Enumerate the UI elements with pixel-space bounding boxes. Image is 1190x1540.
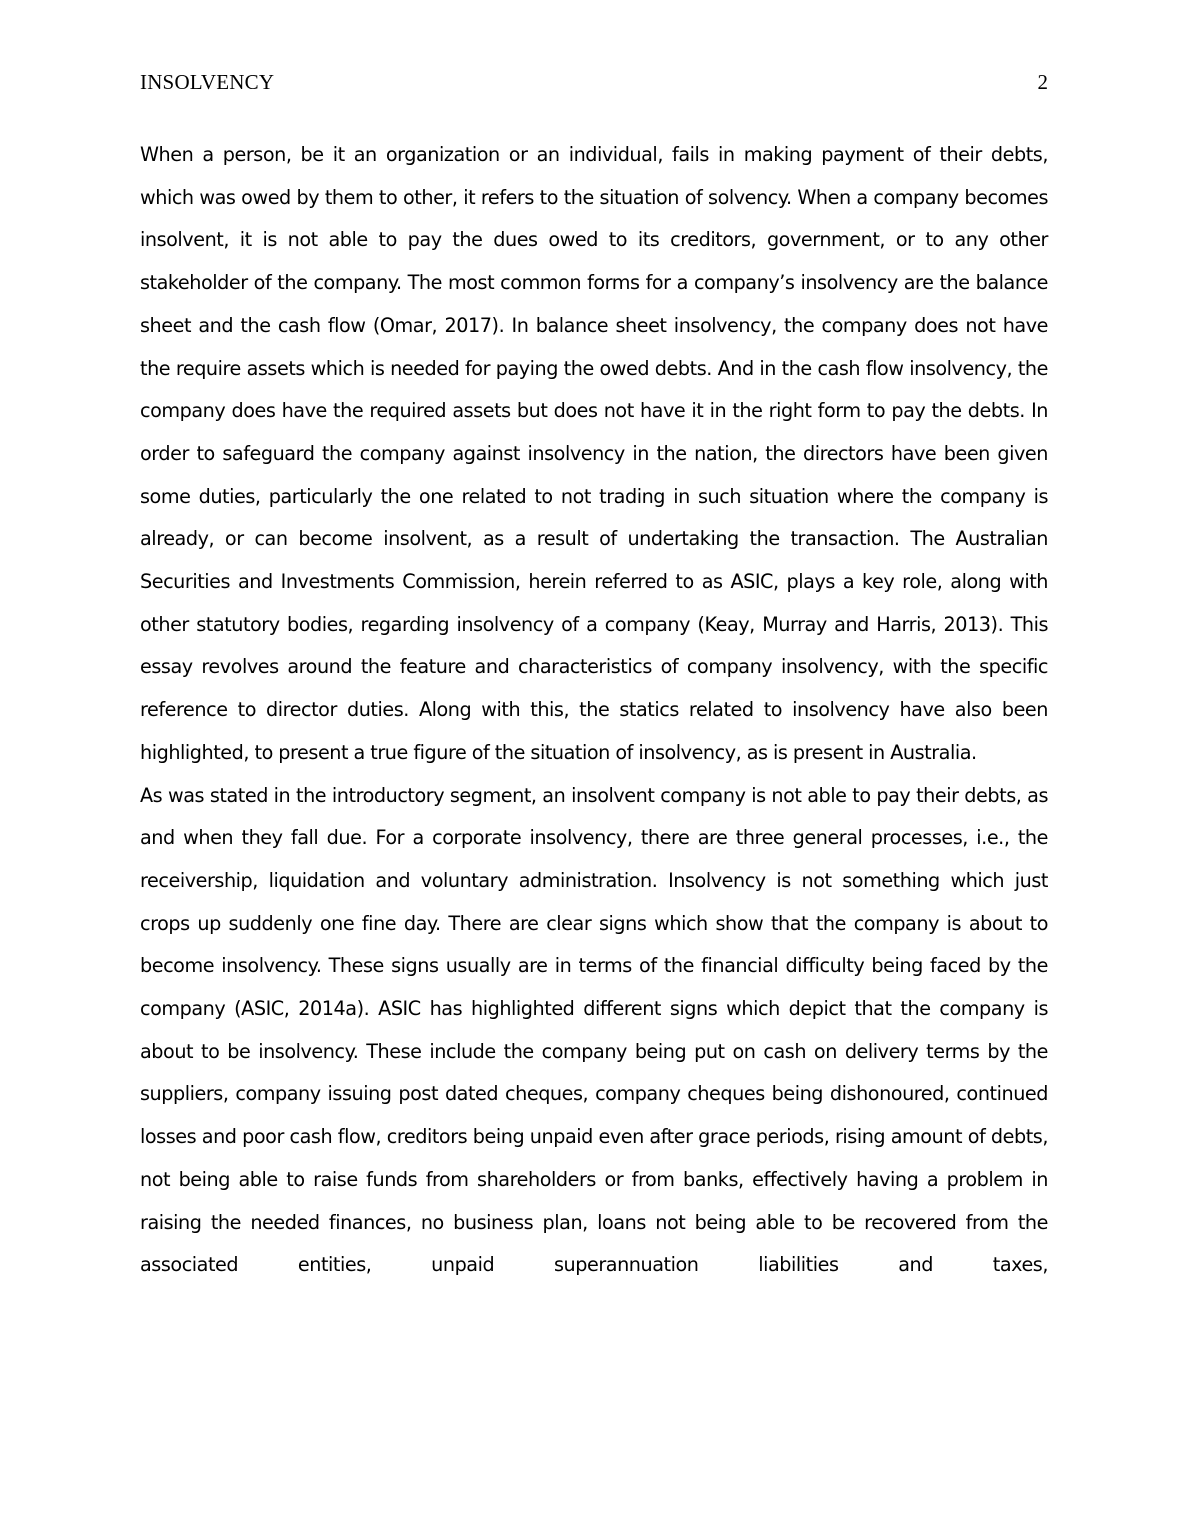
page-number: 2 xyxy=(1037,70,1048,94)
paragraph-insolvency-signs: As was stated in the introductory segment, an insolvent company is not able to pay their debts, as and when they fall due. For a corporate insolvency, there are three general processes, i.e., the receivership, liquidation and voluntary administration. Insolvency is not something which just crops up suddenly one fine day. There are clear signs which show that the company is about to become insolvency. These signs usually are in terms of the financial difficulty being faced by the company (ASIC, 2014a). ASIC has highlighted different signs which depict that the company is about to be insolvency. These include the company being put on cash on delivery terms by the suppliers, company issuing post dated cheques, company cheques being dishonoured, continued losses and poor cash flow, creditors being unpaid even after grace periods, rising amount of debts, not being able to raise funds from shareholders or from banks, effectively having a problem in raising the needed finances, no business plan, loans not being able to be recovered from the associated entities, unpaid superannuation liabilities and taxes, xyxy=(140,783,1048,1277)
paragraph-introduction: When a person, be it an organization or an individual, fails in making payment of their debts, which was owed by them to other, it refers to the situation of solvency. When a company becomes insolvent, it is not able to pay the dues owed to its creditors, government, or to any other stakeholder of the company. The most common forms for a company’s insolvency are the balance sheet and the cash flow (Omar, 2017). In balance sheet insolvency, the company does not have the require assets which is needed for paying the owed debts. And in the cash flow insolvency, the company does have the required assets but does not have it in the right form to pay the debts. In order to safeguard the company against insolvency in the nation, the directors have been given some duties, particularly the one related to not trading in such situation where the company is already, or can become insolvent, as a result of undertaking the transaction. The Australian Securities and Investments Commission, herein referred to as ASIC, plays a key role, along with other statutory bodies, regarding insolvency of a company (Keay, Murray and Harris, 2013). This essay revolves around the feature and characteristics of company insolvency, with the specific reference to director duties. Along with this, the statics related to insolvency have also been highlighted, to present a true figure of the situation of insolvency, as is present in Australia. xyxy=(140,143,1048,764)
running-header-title: INSOLVENCY xyxy=(140,70,275,94)
body-text xyxy=(140,134,1048,1287)
